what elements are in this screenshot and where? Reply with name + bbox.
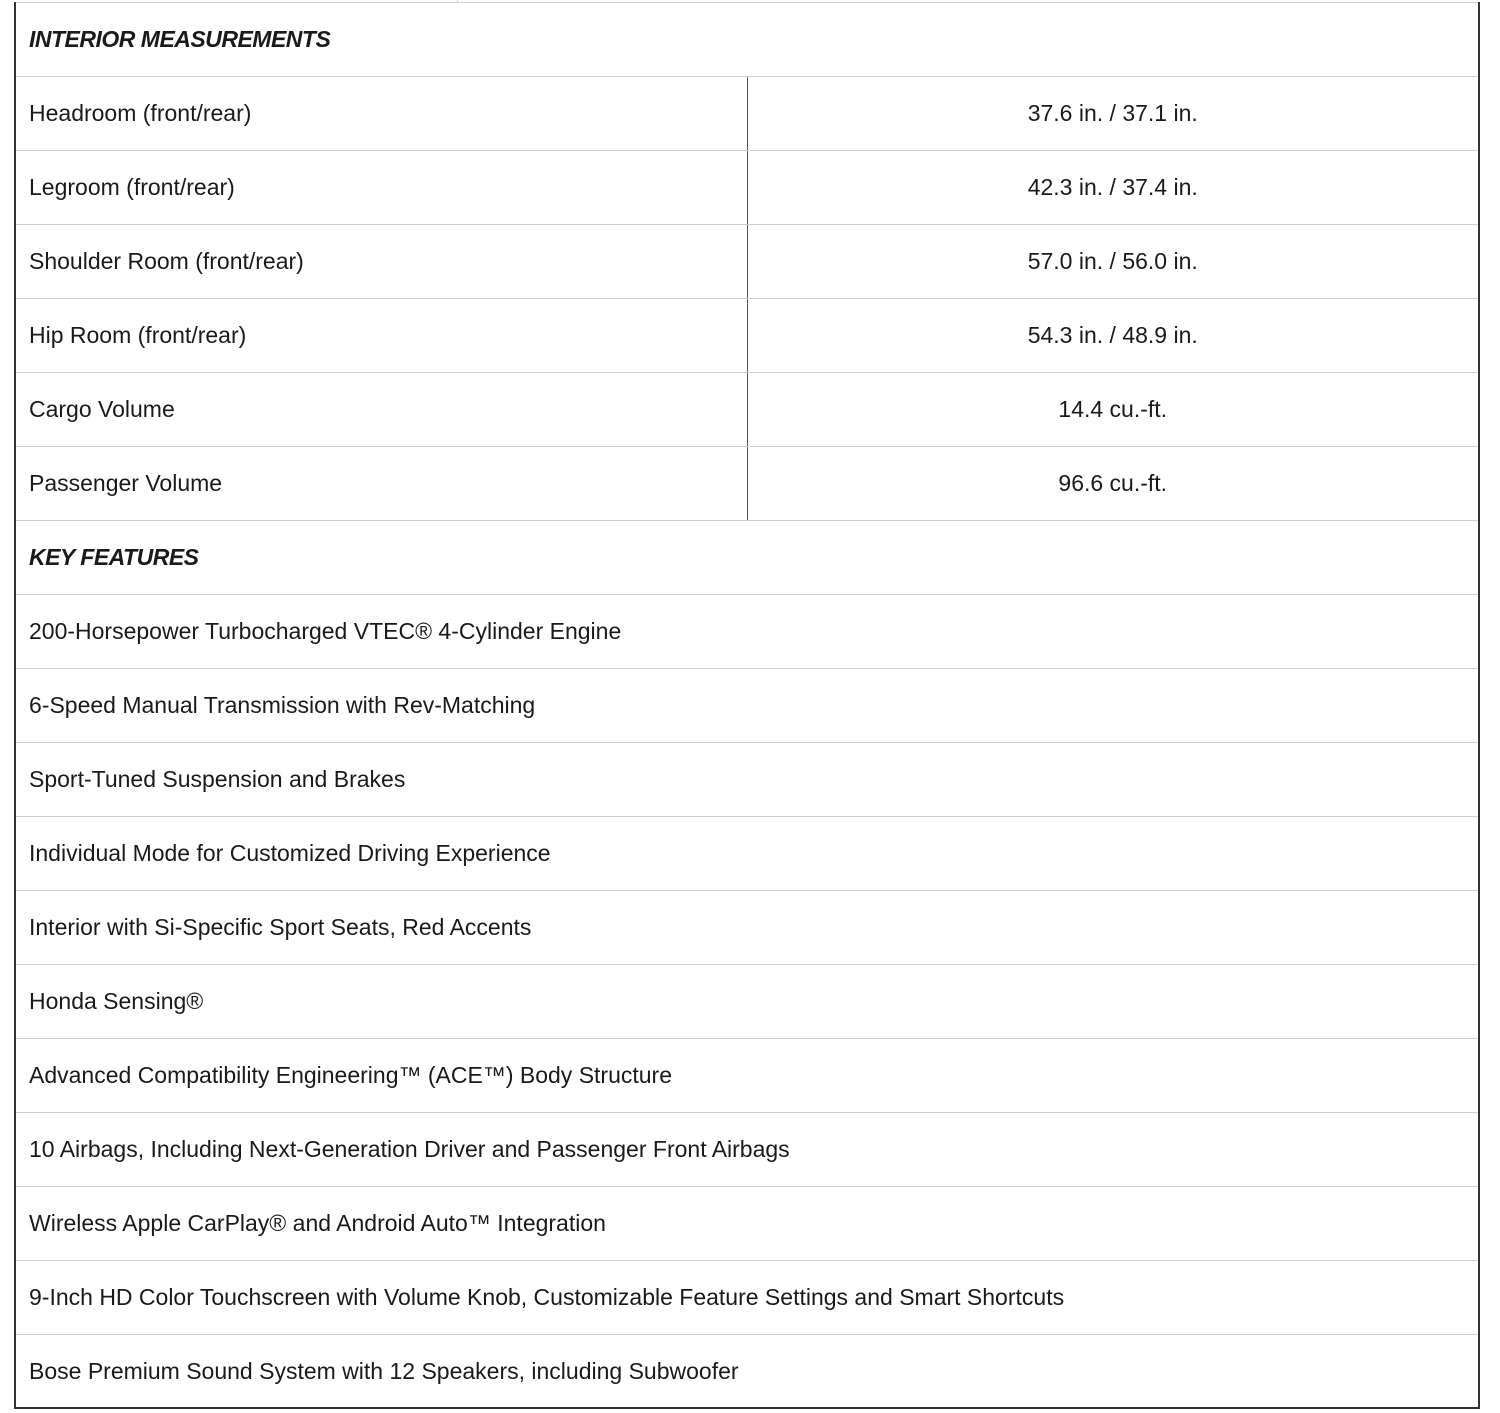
- list-item: [15, 965, 1479, 1039]
- feature-text: 10 Airbags, Including Next-Generation Driver and Passenger Front Airbags: [15, 1113, 1479, 1187]
- feature-text: Honda Sensing®: [15, 965, 1479, 1039]
- spec-value: 14.4 cu.-ft.: [747, 373, 1479, 447]
- section-header-row: [15, 3, 1479, 77]
- feature-text: Individual Mode for Customized Driving Experience: [15, 817, 1479, 891]
- feature-text: Bose Premium Sound System with 12 Speakers, including Subwoofer: [15, 1335, 1479, 1409]
- spec-label: Passenger Volume: [15, 447, 747, 521]
- spec-value: 96.6 cu.-ft.: [747, 447, 1479, 521]
- spec-label: Cargo Volume: [15, 373, 747, 447]
- list-item: [15, 1039, 1479, 1113]
- table-row: [15, 77, 1479, 151]
- section-header-row: [15, 521, 1479, 595]
- feature-text: Interior with Si-Specific Sport Seats, Red Accents: [15, 891, 1479, 965]
- feature-text: 200-Horsepower Turbocharged VTEC® 4-Cylinder Engine: [15, 595, 1479, 669]
- list-item: [15, 891, 1479, 965]
- table-row: [15, 447, 1479, 521]
- key-features-heading: KEY FEATURES: [15, 521, 1479, 595]
- list-item: [15, 1113, 1479, 1187]
- spec-value: 57.0 in. / 56.0 in.: [747, 225, 1479, 299]
- list-item: [15, 817, 1479, 891]
- spec-value: 37.6 in. / 37.1 in.: [747, 77, 1479, 151]
- spec-label: Hip Room (front/rear): [15, 299, 747, 373]
- table-bottom-border: [14, 1407, 1480, 1409]
- list-item: [15, 595, 1479, 669]
- feature-text: Advanced Compatibility Engineering™ (ACE™) Body Structure: [15, 1039, 1479, 1113]
- interior-measurements-heading: INTERIOR MEASUREMENTS: [15, 3, 1479, 77]
- list-item: [15, 1187, 1479, 1261]
- list-item: [15, 1335, 1479, 1409]
- feature-text: Wireless Apple CarPlay® and Android Auto™ Integration: [15, 1187, 1479, 1261]
- list-item: [15, 669, 1479, 743]
- table-row: [15, 151, 1479, 225]
- table-row: [15, 373, 1479, 447]
- spec-value: 42.3 in. / 37.4 in.: [747, 151, 1479, 225]
- spec-value: 54.3 in. / 48.9 in.: [747, 299, 1479, 373]
- spec-label: Headroom (front/rear): [15, 77, 747, 151]
- feature-text: 9-Inch HD Color Touchscreen with Volume Knob, Customizable Feature Settings and Smart Shortcuts: [15, 1261, 1479, 1335]
- feature-text: Sport-Tuned Suspension and Brakes: [15, 743, 1479, 817]
- feature-text: 6-Speed Manual Transmission with Rev-Matching: [15, 669, 1479, 743]
- list-item: [15, 1261, 1479, 1335]
- spec-label: Legroom (front/rear): [15, 151, 747, 225]
- spec-label: Shoulder Room (front/rear): [15, 225, 747, 299]
- specifications-table: [14, 2, 1480, 1409]
- table-row: [15, 225, 1479, 299]
- table-row: [15, 299, 1479, 373]
- list-item: [15, 743, 1479, 817]
